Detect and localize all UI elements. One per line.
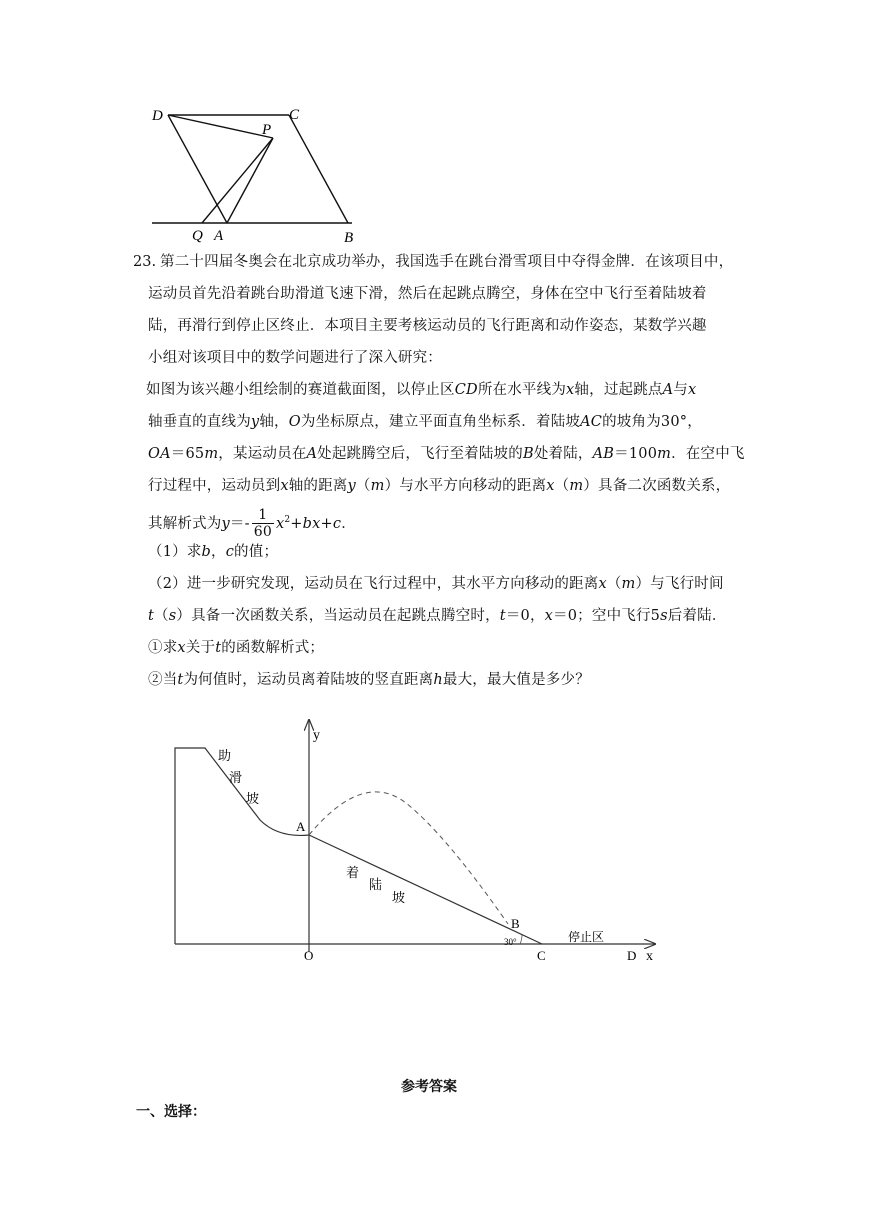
label-d: D: [152, 108, 163, 124]
parallelogram-figure: [140, 100, 370, 250]
label-inrun-1: 助: [218, 748, 232, 763]
line-dp: [168, 115, 273, 138]
subquestion-2-line-2: t（s）具备一次函数关系，当运动员在起跳点腾空时，t＝0，x＝0；空中飞行5s后着陆．: [148, 608, 727, 624]
question-line-8: 行过程中，运动员到x轴的距离y（m）与水平方向移动的距离x（m）具备二次函数关系，: [148, 478, 731, 494]
question-line-3: 陆，再滑行到停止区终止．本项目主要考核运动员的飞行距离和动作姿态，某数学兴趣: [148, 318, 707, 334]
label-origin-o: O: [304, 948, 314, 963]
angle-arc: [520, 935, 522, 944]
question-line-7: OA＝65m，某运动员在A处起跳腾空后，飞行至着陆坡的B处着陆，AB＝100m．在空中飞: [148, 446, 745, 462]
label-inrun-2: 滑: [229, 770, 243, 785]
subquestion-1: （1）求b，c的值；: [148, 544, 279, 560]
question-number: 23.: [133, 254, 157, 270]
question-line-5: 如图为该兴趣小组绘制的赛道截面图，以停止区CD所在水平线为x轴，过起跳点A与x: [146, 382, 697, 398]
label-point-d: D: [627, 948, 637, 963]
answers-section-heading: 一、选择：: [136, 1104, 206, 1120]
label-c: C: [289, 107, 300, 123]
label-landing-3: 坡: [392, 890, 406, 905]
label-point-a: A: [296, 819, 306, 834]
line-da: [168, 115, 227, 223]
label-stop-zone: 停止区: [568, 930, 605, 944]
label-axis-x: x: [646, 949, 653, 964]
label-axis-y: y: [313, 728, 320, 743]
label-point-b: B: [511, 916, 520, 931]
label-inrun-3: 坡: [246, 791, 260, 806]
question-line-1: 第二十四届冬奥会在北京成功举办，我国选手在跳台滑雪项目中夺得金牌．在该项目中，: [160, 254, 734, 270]
line-pa: [227, 138, 273, 223]
label-point-c: C: [537, 948, 546, 963]
label-q: Q: [192, 228, 203, 244]
fraction-1-60: $\frac{1}{60}$: [253, 507, 272, 541]
question-line-9-formula: 其解析式为y＝- $\frac{1}{60}$ $x^2+bx+c$．: [148, 507, 356, 541]
question-line-4: 小组对该项目中的数学问题进行了深入研究：: [148, 350, 442, 366]
label-landing-2: 陆: [369, 877, 383, 892]
subquestion-2: （2）进一步研究发现，运动员在飞行过程中，其水平方向移动的距离x（m）与飞行时间: [148, 576, 724, 592]
label-a: A: [214, 228, 224, 244]
subquestion-2-part-2: ②当t为何值时，运动员离着陆坡的竖直距离h最大，最大值是多少？: [148, 672, 590, 688]
label-angle: 30°: [504, 937, 517, 947]
subquestion-2-part-1: ①求x关于t的函数解析式；: [148, 640, 325, 656]
label-b: B: [344, 230, 354, 246]
label-landing-1: 着: [346, 865, 360, 880]
answers-title: 参考答案: [401, 1079, 457, 1095]
line-pq: [202, 138, 273, 223]
line-cb: [289, 115, 348, 223]
question-line-6: 轴垂直的直线为y轴，O为坐标原点，建立平面直角坐标系．着陆坡AC的坡角为30°，: [148, 414, 702, 430]
label-p: P: [262, 122, 272, 138]
question-line-2: 运动员首先沿着跳台助滑道飞速下滑，然后在起跳点腾空，身体在空中飞行至着陆坡着: [148, 286, 707, 302]
landing-slope: [309, 835, 542, 944]
ski-jump-track-figure: [160, 712, 670, 972]
flight-path-curve: [309, 792, 508, 924]
